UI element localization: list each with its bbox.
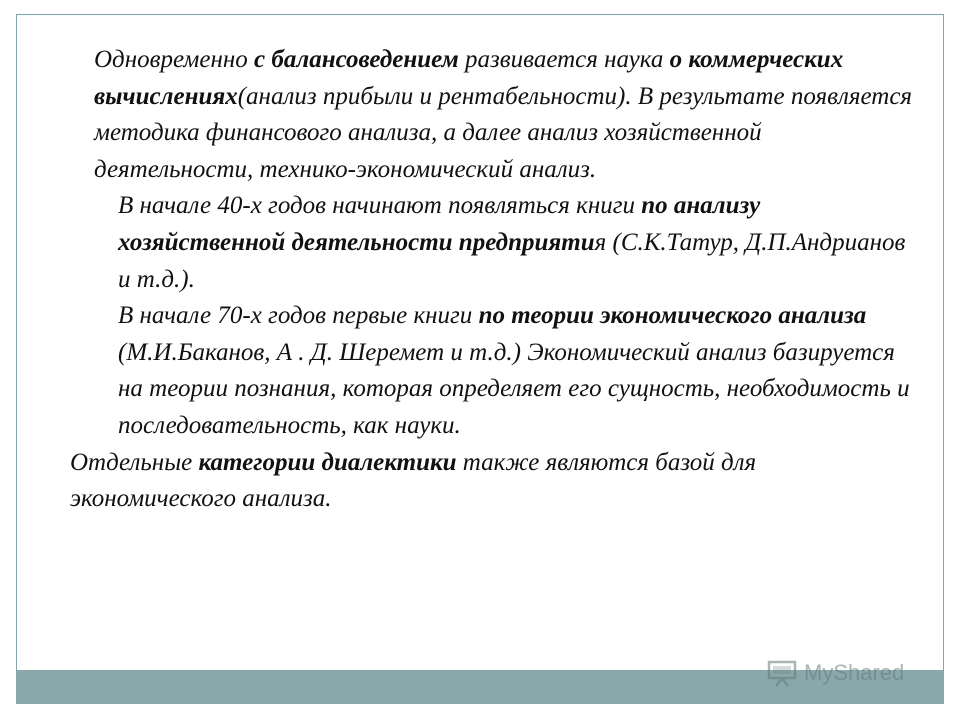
- p2-text-2: я (С.К.Татур, Д.П.Андрианов и т.д.).: [118, 228, 906, 293]
- p1-bold-1: с балансоведением: [254, 46, 459, 73]
- p1-text-1: Одновременно: [94, 46, 255, 73]
- p2-text-1: В начале 40-х годов начинают появляться книги: [118, 192, 642, 220]
- p3-text-1: В начале 70-х годов первые книги: [118, 302, 479, 330]
- p1-bold-2: о коммерческих вычислениях: [94, 46, 844, 110]
- paragraph-1: [70, 42, 920, 188]
- p3-text-2: (М.И.Баканов, А . Д. Шеремет и т.д.) Экономический анализ базируется на теории познания, которая определяет его сущность, необходимость и последовательность, как науки.: [118, 338, 910, 439]
- slide-text: [70, 42, 920, 518]
- myshared-watermark: [766, 656, 904, 690]
- paragraph-3: [70, 298, 920, 444]
- paragraph-4: [70, 445, 920, 518]
- p4-text-1: Отдельные: [70, 448, 199, 476]
- p3-bold-1: по теории экономического анализа: [478, 302, 867, 330]
- watermark-text: MyShared: [804, 660, 905, 685]
- p1-text-2: развивается наука: [458, 46, 670, 73]
- presentation-board-icon: [766, 658, 800, 688]
- p2-bold-1: по анализу хозяйственной деятельности предприяти: [118, 192, 761, 256]
- p1-text-3: (анализ прибыли и рентабельности). В результате появляется методика финансового анализа, а далее анализ хозяйственной деятельности, технико-экономический анализ.: [94, 82, 913, 183]
- p4-text-2: также являются базой для экономического анализа.: [70, 448, 757, 513]
- p4-bold-1: категории диалектики: [198, 448, 457, 476]
- paragraph-2: [70, 188, 920, 298]
